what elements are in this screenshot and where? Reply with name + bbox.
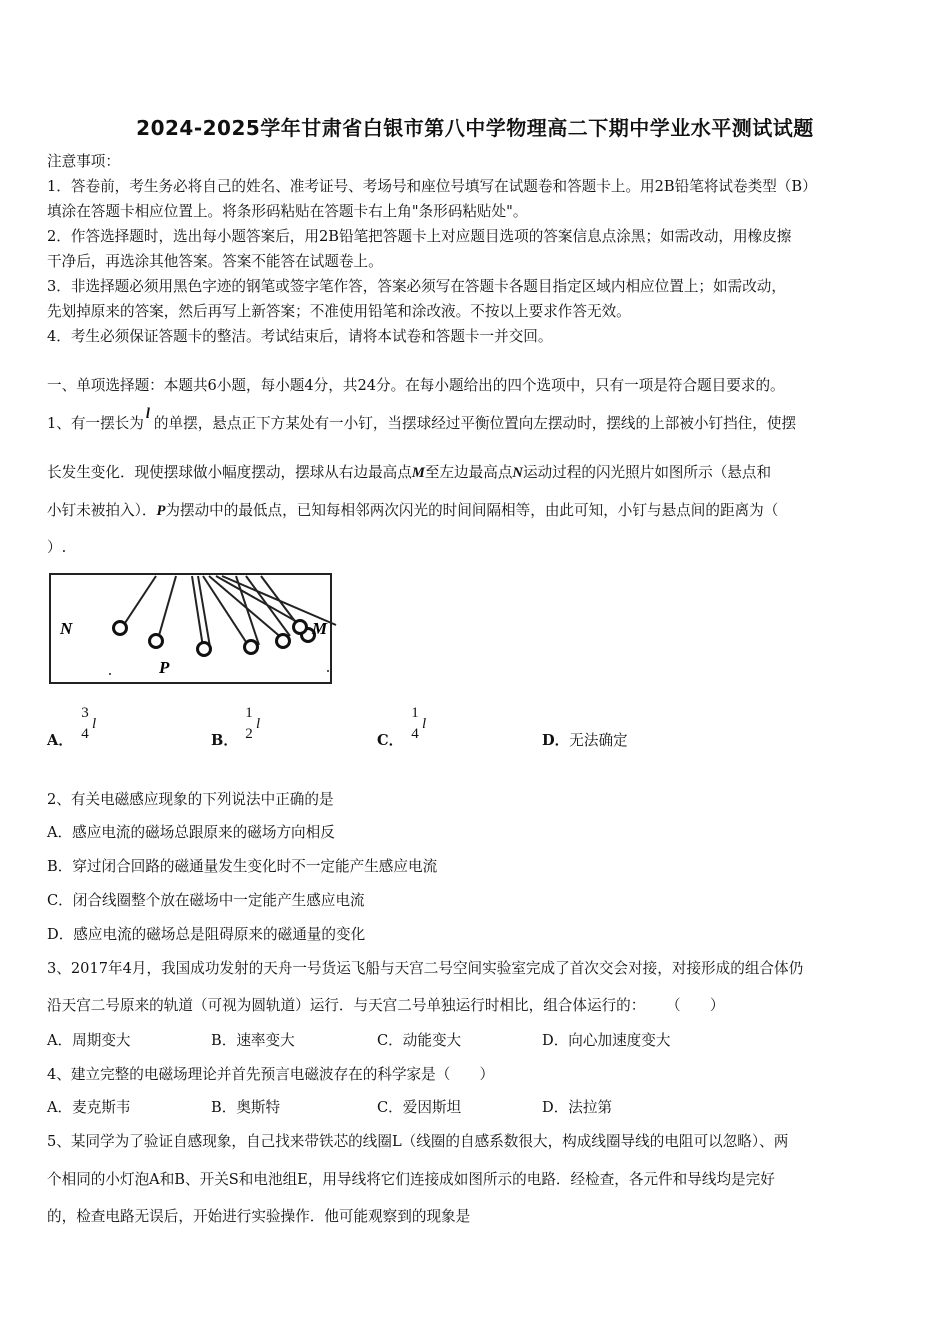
notice-line: 填涂在答题卡相应位置上。将条形码粘贴在答题卡右上角"条形码粘贴处"。 [47, 203, 528, 220]
label-p: P [159, 658, 170, 677]
ball [245, 641, 258, 654]
q1-line3: 小钉未被拍入）．P为摆动中的最低点，已知每相邻两次闪光的时间间隔相等，由此可知，小钉与悬点间的距离为（ [47, 502, 779, 519]
option-c-var: l [422, 716, 427, 732]
q3-option-a: A．周期变大 [47, 1032, 131, 1049]
q3-option-c: C．动能变大 [377, 1032, 462, 1049]
q1-line2: 长发生变化．现使摆球做小幅度摆动，摆球从右边最高点M至左边最高点N运动过程的闪光照片如图所示（悬点和 [47, 464, 772, 481]
q3-option-d: D．向心加速度变大 [542, 1032, 671, 1049]
notice-line: 3．非选择题必须用黑色字迹的钢笔或签字笔作答，答案必须写在答题卡各题目指定区域内相应位置上；如需改动， [47, 278, 786, 295]
page-title: 2024-2025学年甘肃省白银市第八中学物理高二下期中学业水平测试试题 [136, 116, 814, 140]
q1-line4: ）. [47, 539, 67, 556]
section-heading: 一、单项选择题：本题共6小题，每小题4分，共24分。在每小题给出的四个选项中，只有一项是符合题目要求的。 [47, 377, 785, 394]
q4-option-c: C．爱因斯坦 [377, 1099, 462, 1116]
q4-stem: 4、建立完整的电磁场理论并首先预言电磁波存在的科学家是（ ） [47, 1066, 495, 1083]
notice-line: 2．作答选择题时，选出每小题答案后，用2B铅笔把答题卡上对应题目选项的答案信息点涂黑；如需改动，用橡皮擦 [47, 228, 792, 245]
q3-line1: 3、2017年4月，我国成功发射的天舟一号货运飞船与天宫二号空间实验室完成了首次交会对接，对接形成的组合体仍 [47, 960, 804, 977]
notice-line: 干净后，再选涂其他答案。答案不能答在试题卷上。 [47, 253, 383, 270]
notice-heading: 注意事项： [47, 153, 120, 170]
option-a-var: l [92, 716, 97, 732]
q5-line1: 5、某同学为了验证自感现象，自己找来带铁芯的线圈L（线圈的自感系数很大，构成线圈导线的电阻可以忽略）、两 [47, 1133, 789, 1150]
q2-stem: 2、有关电磁感应现象的下列说法中正确的是 [47, 791, 334, 808]
notice-line: 4．考生必须保证答题卡的整洁。考试结束后，请将本试卷和答题卡一并交回。 [47, 328, 553, 345]
q2-option-c: C．闭合线圈整个放在磁场中一定能产生感应电流 [47, 892, 365, 909]
q4-option-b: B．奥斯特 [211, 1099, 281, 1116]
label-n: N [60, 619, 73, 638]
figure-frame [50, 574, 331, 683]
ball-p [198, 643, 211, 656]
q1-line1: 1、有一摆长为l的单摆，悬点正下方某处有一小钉，当摆球经过平衡位置向左摆动时，摆线的上部被小钉挡住，使摆 [47, 406, 797, 432]
option-d: D．无法确定 [542, 732, 628, 749]
notice-line: 先划掉原来的答案，然后再写上新答案；不准使用铅笔和涂改液。不按以上要求作答无效。 [47, 303, 631, 320]
option-a-label: A． [47, 732, 73, 749]
q2-option-b: B．穿过闭合回路的磁通量发生变化时不一定能产生感应电流 [47, 858, 438, 875]
q4-option-a: A．麦克斯韦 [47, 1099, 131, 1116]
option-b-var: l [256, 716, 261, 732]
ball [277, 635, 290, 648]
option-c-label: C． [377, 732, 404, 749]
option-a-fraction: 3 4 [81, 705, 89, 742]
q2-option-d: D．感应电流的磁场总是阻碍原来的磁通量的变化 [47, 926, 366, 943]
option-c-fraction: 1 4 [411, 705, 419, 742]
pendulum-figure [40, 570, 340, 690]
option-b-fraction: 1 2 [245, 705, 253, 742]
q2-option-a: A．感应电流的磁场总跟原来的磁场方向相反 [47, 824, 335, 841]
label-m: M [312, 619, 328, 638]
q3-option-b: B．速率变大 [211, 1032, 295, 1049]
ball-n [114, 622, 127, 635]
q5-line2: 个相同的小灯泡A和B、开关S和电池组E，用导线将它们连接成如图所示的电路．经检查，各元件和导线均是完好 [47, 1171, 775, 1188]
var-l: l [145, 406, 150, 422]
q5-line3: 的，检查电路无误后，开始进行实验操作．他可能观察到的现象是 [47, 1208, 471, 1225]
pendulum-balls [114, 622, 315, 656]
ball [150, 635, 163, 648]
option-b-label: B． [211, 732, 238, 749]
q3-line2: 沿天宫二号原来的轨道（可视为圆轨道）运行．与天宫二号单独运行时相比，组合体运行的： （ ） [47, 997, 725, 1014]
notice-line: 1．答卷前，考生务必将自己的姓名、准考证号、考场号和座位号填写在试题卷和答题卡上。用2B铅笔将试卷类型（B） [47, 178, 817, 195]
q4-option-d: D．法拉第 [542, 1099, 613, 1116]
